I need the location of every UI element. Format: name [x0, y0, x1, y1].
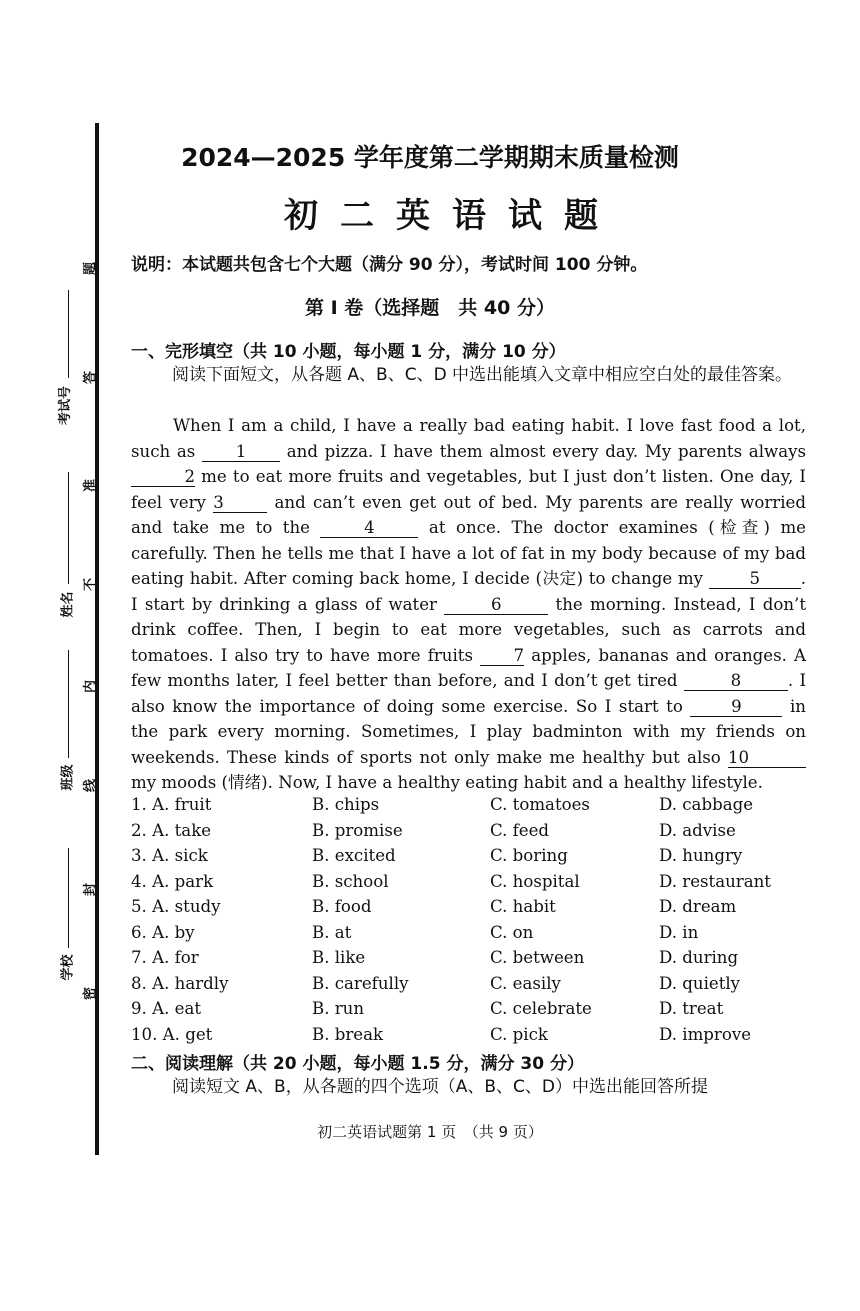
option-row: [131, 795, 811, 821]
option-c: C. easily: [490, 973, 561, 993]
option-b: B. promise: [312, 820, 403, 840]
subject-title: 初二英语试题: [284, 196, 620, 236]
options-table: [131, 795, 811, 1050]
seal-char: 准: [83, 478, 99, 493]
option-d: D. hungry: [659, 846, 743, 865]
cloze-passage: When I am a child, I have a really bad eating habit. I love fast food a lot, such as 1 and pizza. I have them almost every day. My parents always 2 me to eat more fruits and vegetables, but I just don’t listen. One day, I feel very 3 and can’t even get out of bed. My parents are really worried and take me to the 4 at once. The doctor examines (检查) me carefully. Then he tells me that I have a lot of fat in my body because of my bad eating habit. After coming back home, I decide (决定) to change my 5 . I start by drinking a glass of water 6 the morning. Instead, I don’t drink coffee. Then, I begin to eat more vegetables, such as carrots and tomatoes. I also try to have more fruits 7 apples, bananas and oranges. A few months later, I feel better than before, and I don’t get tired 8 . I also know the importance of doing some exercise. So I start to 9 in the park every morning. Sometimes, I play badminton with my friends on weekends. These kinds of sports not only make me healthy but also 10 my moods (情绪). Now, I have a healthy eating habit and a healthy lifestyle.: [131, 416, 807, 792]
page-footer: 初二英语试题第 1 页 （共 9 页）: [317, 1123, 543, 1141]
option-b: B. like: [312, 948, 366, 967]
blank: 2: [131, 467, 195, 487]
option-d: D. treat: [659, 999, 724, 1018]
option-row: [131, 1025, 811, 1051]
section-direction: 阅读下面短文，从各题 A、B、C、D 中选出能填入文章中相应空白处的最佳答案。: [172, 365, 793, 385]
name-label: 姓名: [60, 591, 76, 618]
option-d: D. cabbage: [659, 795, 754, 814]
option-c: C. celebrate: [490, 999, 592, 1018]
option-c: C. pick: [490, 1024, 548, 1044]
option-row: [131, 999, 811, 1025]
option-row: [131, 974, 811, 1000]
blank: 1: [202, 442, 280, 462]
option-a: 7. A. for: [131, 948, 199, 967]
option-d: D. dream: [659, 897, 737, 916]
option-b: B. excited: [312, 846, 396, 865]
instructions: 说明：本试题共包含七个大题（满分 90 分），考试时间 100 分钟。: [131, 255, 648, 275]
option-d: D. advise: [659, 820, 736, 840]
option-a: 6. A. by: [131, 922, 195, 942]
option-a: 8. A. hardly: [131, 973, 229, 993]
option-a: 2. A. take: [131, 820, 212, 840]
seal-char: 线: [83, 778, 99, 793]
section-heading: 二、阅读理解（共 20 小题，每小题 1.5 分，满分 30 分）: [131, 1054, 584, 1074]
blank: 7: [480, 646, 524, 666]
blank: 3: [213, 493, 267, 513]
option-a: 1. A. fruit: [131, 795, 212, 814]
school-line: [68, 848, 69, 948]
option-c: C. between: [490, 948, 585, 967]
binding-line: [95, 123, 99, 1155]
option-c: C. hospital: [490, 871, 580, 891]
seal-char: 封: [83, 882, 99, 897]
option-row: [131, 821, 811, 847]
option-d: D. restaurant: [659, 871, 771, 891]
blank: 5: [709, 569, 801, 589]
blank: 9: [690, 697, 782, 717]
option-row: [131, 872, 811, 898]
option-c: C. feed: [490, 820, 550, 840]
option-a: 4. A. park: [131, 871, 214, 891]
option-c: C. habit: [490, 897, 556, 916]
option-c: C. tomatoes: [490, 795, 590, 814]
option-a: 3. A. sick: [131, 846, 208, 865]
class-label: 班级: [60, 764, 76, 791]
option-b: B. carefully: [312, 973, 409, 993]
option-b: B. school: [312, 871, 389, 891]
blank: 4: [320, 518, 418, 538]
seal-char: 密: [83, 986, 99, 1001]
class-line: [68, 650, 69, 758]
section-direction: 阅读短文 A、B，从各题的四个选项（A、B、C、D）中选出能回答所提: [172, 1077, 708, 1097]
seal-char: 不: [83, 577, 99, 592]
option-b: B. at: [312, 922, 352, 942]
blank: 6: [444, 595, 548, 615]
volume-title: 第 I 卷（选择题 共 40 分）: [305, 297, 555, 319]
option-row: [131, 923, 811, 949]
option-row: [131, 897, 811, 923]
option-d: D. during: [659, 948, 739, 967]
seal-char: 题: [83, 261, 99, 276]
option-row: [131, 846, 811, 872]
option-a: 5. A. study: [131, 897, 221, 916]
option-b: B. chips: [312, 795, 380, 814]
blank: 8: [684, 671, 788, 691]
exam-title: 2024—2025 学年度第二学期期末质量检测: [181, 143, 679, 172]
blank: 10: [728, 748, 806, 768]
option-a: 10. A. get: [131, 1024, 213, 1044]
exam-number-label: 考试号: [58, 385, 74, 426]
seal-char: 内: [83, 679, 99, 694]
option-d: D. quietly: [659, 973, 741, 993]
option-d: D. improve: [659, 1024, 752, 1044]
option-b: B. run: [312, 999, 365, 1018]
school-label: 学校: [60, 954, 76, 981]
option-row: [131, 948, 811, 974]
option-c: C. boring: [490, 846, 568, 865]
name-line: [68, 472, 69, 584]
option-b: B. break: [312, 1024, 384, 1044]
option-d: D. in: [659, 922, 699, 942]
option-c: C. on: [490, 922, 534, 942]
option-a: 9. A. eat: [131, 999, 202, 1018]
option-b: B. food: [312, 897, 372, 916]
seal-char: 答: [83, 370, 99, 385]
section-heading: 一、完形填空（共 10 小题，每小题 1 分，满分 10 分）: [131, 342, 566, 362]
